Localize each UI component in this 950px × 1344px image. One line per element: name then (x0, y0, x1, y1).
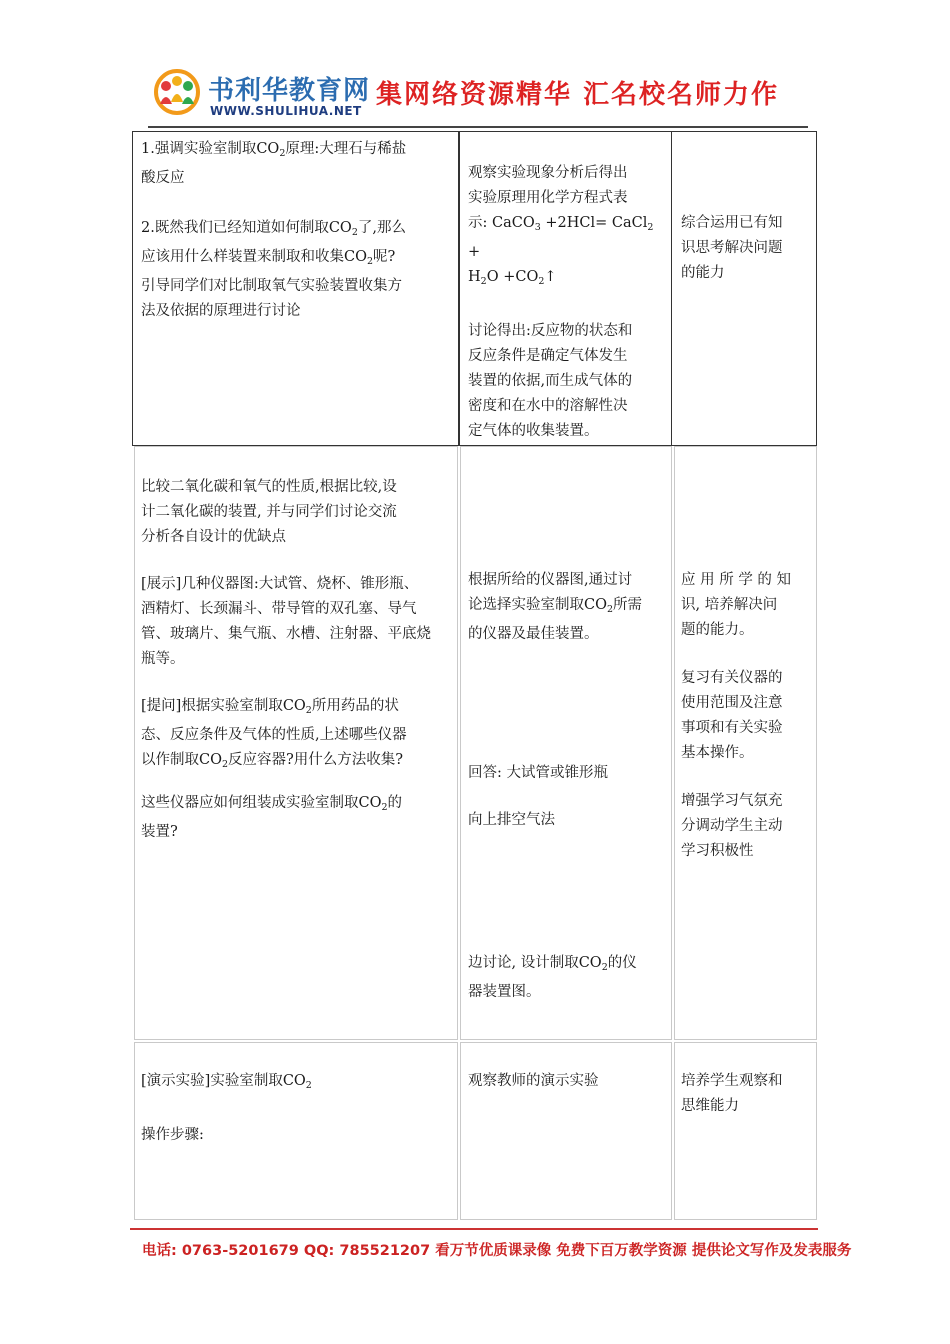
student-activity-text (468, 808, 668, 833)
subscript: 2 (601, 962, 608, 973)
text-line: 应 用 所 学 的 知 (681, 572, 792, 588)
text-line: 向上排空气法 (468, 812, 555, 828)
text-line: 酒精灯、长颈漏斗、带导管的双孔塞、导气 (141, 601, 417, 617)
design-intent-cell (671, 131, 817, 446)
text-line: 观察实验现象分析后得出 (468, 165, 628, 181)
teacher-activity-text (141, 1069, 455, 1148)
text-line: 观察教师的演示实验 (468, 1073, 599, 1089)
subscript: 2 (279, 148, 286, 159)
student-activity-text (468, 161, 668, 444)
text-line: 论选择实验室制取$CO_2$所需 (468, 597, 643, 615)
footer-divider (130, 1228, 818, 1230)
text-line: 分析各自设计的优缺点 (141, 529, 286, 545)
text-line: 分调动学生主动 (681, 818, 783, 834)
site-url: WWW.SHULIHUA.NET (210, 104, 362, 118)
student-activity-text (468, 951, 668, 1005)
text-line: 这些仪器应如何组装成实验室制取$CO_2$的 (141, 795, 403, 813)
subscript: 2 (480, 276, 487, 287)
teacher-activity-text (141, 694, 455, 777)
lesson-plan-table (130, 131, 818, 1225)
text-line: 思维能力 (681, 1098, 739, 1114)
text-line: 2.既然我们已经知道如何制取$CO_2$了,那么 (141, 220, 406, 238)
text-line (468, 294, 668, 319)
text-line: 引导同学们对比制取氧气实验装置收集方 (141, 278, 402, 294)
text-line: 酸反应 (141, 170, 185, 186)
subscript: 2 (351, 227, 358, 238)
student-activity-text (468, 1069, 668, 1094)
text-line: 定气体的收集装置。 (468, 423, 599, 439)
text-line: 根据所给的仪器图,通过讨 (468, 572, 633, 588)
design-intent-text (681, 1069, 813, 1119)
text-line (141, 1098, 455, 1123)
student-activity-text (468, 568, 668, 647)
text-line: 复习有关仪器的 (681, 670, 783, 686)
design-intent-text (681, 666, 813, 766)
text-line: 讨论得出:反应物的状态和 (468, 323, 633, 339)
text-line: 比较二氧化碳和氧气的性质,根据比较,设 (141, 479, 397, 495)
footer-contact: 电话: 0763-5201679 QQ: 785521207 看万节优质课录像 免费下百万教学资源 提供论文写作及发表服务 (142, 1243, 852, 1259)
text-line: 应该用什么样装置来制取和收集$CO_2$呢? (141, 249, 396, 267)
text-line: 反应条件是确定气体发生 (468, 348, 628, 364)
subscript: 2 (606, 604, 614, 615)
text-line: 识思考解决问题 (681, 240, 783, 256)
text-line: $H_2O$ $+CO_2↑$ (468, 269, 557, 287)
text-line: 增强学习气氛充 (681, 793, 783, 809)
text-line: [展示]几种仪器图:大试管、烧杯、锥形瓶、 (141, 576, 419, 592)
text-line: 实验原理用化学方程式表 (468, 190, 628, 206)
text-line: 1.强调实验室制取$CO_2$原理:大理石与稀盐 (141, 141, 407, 159)
student-activity-text (468, 761, 668, 786)
text-line: 以作制取$CO_2$反应容器?用什么方法收集? (141, 752, 404, 770)
text-line: 基本操作。 (681, 745, 754, 761)
text-line: 密度和在水中的溶解性决 (468, 398, 628, 414)
text-line: 回答: 大试管或锥形瓶 (468, 765, 608, 781)
header-divider (148, 126, 808, 128)
text-line: 器装置图。 (468, 984, 541, 1000)
teacher-activity-text (141, 137, 453, 324)
subscript: 2 (221, 759, 229, 770)
text-line: 使用范围及注意 (681, 695, 783, 711)
text-line: 综合运用已有知 (681, 215, 783, 231)
design-intent-text (681, 568, 813, 643)
teacher-activity-text (141, 572, 455, 672)
text-line: 装置? (141, 824, 178, 840)
text-line (141, 191, 453, 216)
text-line: 瓶等。 (141, 651, 185, 667)
text-line: 的能力 (681, 265, 725, 281)
subscript: 2 (366, 256, 374, 267)
site-name: 书利华教育网 (208, 76, 371, 106)
text-line: 管、玻璃片、集气瓶、水槽、注射器、平底烧 (141, 626, 431, 642)
text-line: [提问]根据实验室制取$CO_2$所用药品的状 (141, 698, 399, 716)
text-line: 法及依据的原理进行讨论 (141, 303, 301, 319)
text-line: [演示实验]实验室制取$CO_2$ (141, 1073, 312, 1091)
text-line: 态、反应条件及气体的性质,上述哪些仪器 (141, 727, 407, 743)
text-line: 识, 培养解决问 (681, 597, 778, 613)
text-line: 学习积极性 (681, 843, 754, 859)
text-line: 示: CaCO$_3$ +2HCl= CaCl$_2$ + (468, 215, 654, 260)
text-line: 题的能力。 (681, 622, 754, 638)
text-line: 事项和有关实验 (681, 720, 783, 736)
teacher-activity-text (141, 475, 455, 550)
text-line: 培养学生观察和 (681, 1073, 783, 1089)
header-slogan: 集网络资源精华 汇名校名师力作 (376, 80, 780, 110)
subscript: 3 (534, 222, 541, 233)
text-line: 的仪器及最佳装置。 (468, 626, 599, 642)
subscript: 2 (538, 276, 545, 287)
subscript: 2 (305, 1080, 312, 1091)
subscript: 2 (381, 802, 388, 813)
teacher-activity-text (141, 791, 455, 845)
text-line: 操作步骤: (141, 1127, 204, 1143)
subscript: 2 (305, 705, 312, 716)
text-line: 计二氧化碳的装置, 并与同学们讨论交流 (141, 504, 397, 520)
page-header (148, 64, 808, 130)
text-line: 边讨论, 设计制取$CO_2$的仪 (468, 955, 637, 973)
logo-icon (152, 68, 202, 116)
subscript: 2 (647, 222, 654, 233)
design-intent-text (681, 211, 813, 286)
design-intent-text (681, 789, 813, 864)
text-line: 装置的依据,而生成气体的 (468, 373, 633, 389)
